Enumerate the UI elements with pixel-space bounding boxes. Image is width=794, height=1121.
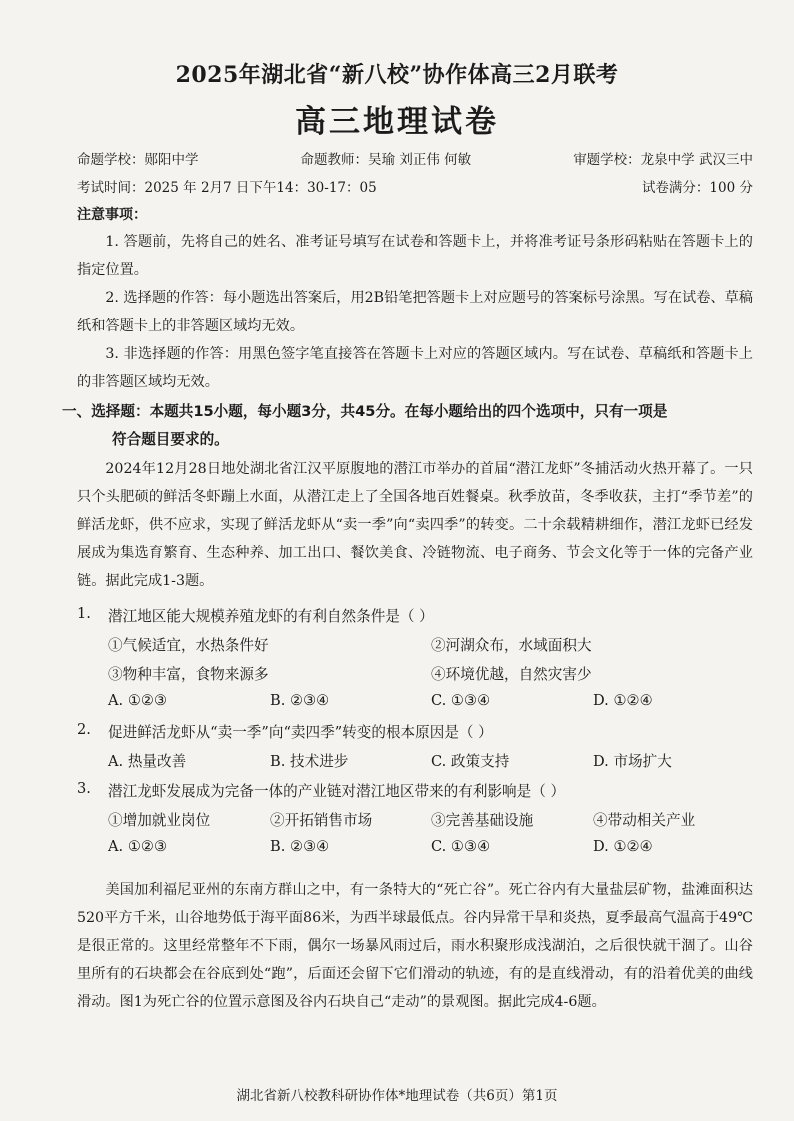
option-b: B. ②③④ <box>270 692 330 709</box>
statement: ②开拓销售市场 <box>270 812 373 829</box>
meta-row-authors <box>77 148 753 168</box>
question-number: 1. <box>77 605 91 622</box>
option-a: A. ①②③ <box>108 838 168 855</box>
meta-review: 审题学校：龙泉中学 武汉三中 <box>573 152 753 168</box>
notice-title: 注意事项： <box>77 207 147 223</box>
meta-teachers: 命题教师：吴瑜 刘正伟 何敏 <box>300 152 472 168</box>
option-c: C. ①③④ <box>431 838 491 855</box>
passage-crayfish: 2024年12月28日地处湖北省江汉平原腹地的潜江市举办的首届“潜江龙虾”冬捕活动火热开幕了。一只只个头肥硕的鲜活冬虾蹦上水面，从潜江走上了全国各地百姓餐桌。秋季放苗，冬季收获，主打“季节差”的鲜活龙虾，供不应求，实现了鲜活龙虾从“卖一季”向“卖四季”的转变。二十余载精耕细作，潜江龙虾已经发展成为集选育繁育、生态种养、加工出口、餐饮美食、冷链物流、电子商务、节会文化等于一体的完备产业链。据此完成1-3题。 <box>77 461 753 589</box>
exam-title: 2025年湖北省“新八校”协作体高三2月联考 <box>175 62 619 88</box>
question-stem: 潜江龙虾发展成为完备一体的产业链对潜江地区带来的有利影响是（ ） <box>108 783 566 800</box>
section-heading-line2: 符合题目要求的。 <box>112 431 229 448</box>
meta-school: 命题学校：郧阳中学 <box>77 152 199 168</box>
meta-row-time <box>77 176 753 196</box>
meta-time: 考试时间：2025 年 2月7 日下午14：30-17：05 <box>77 180 377 196</box>
option-b: B. 技术进步 <box>270 753 349 770</box>
subject-title: 高三地理试卷 <box>295 104 499 140</box>
question-stem: 促进鲜活龙虾从“卖一季”向“卖四季”转变的根本原因是（ ） <box>108 724 493 741</box>
statement: ④带动相关产业 <box>593 812 696 829</box>
option-a: A. 热量改善 <box>108 753 187 770</box>
page-footer: 湖北省新八校教科研协作体*地理试卷（共6页）第1页 <box>236 1088 558 1104</box>
notice-item: 2. 选择题的作答：每小题选出答案后，用2B铅笔把答题卡上对应题号的答案标号涂黑。写在试卷、草稿纸和答题卡上的非答题区域均无效。 <box>77 290 753 334</box>
option-c: C. 政策支持 <box>431 753 510 770</box>
question-number: 3. <box>77 780 91 797</box>
option-d: D. ①②④ <box>593 838 653 855</box>
statement: ③完善基础设施 <box>431 812 534 829</box>
option-c: C. ①③④ <box>431 692 491 709</box>
option-b: B. ②③④ <box>270 838 330 855</box>
section-heading-line1: 一、选择题：本题共15小题，每小题3分，共45分。在每小题给出的四个选项中，只有一项是 <box>62 403 668 420</box>
statement: ①气候适宜，水热条件好 <box>108 637 269 654</box>
statement: ④环境优越，自然灾害少 <box>431 666 592 683</box>
meta-score: 试卷满分：100 分 <box>641 180 753 196</box>
question-stem: 潜江地区能大规模养殖龙虾的有利自然条件是（ ） <box>108 608 434 625</box>
option-a: A. ①②③ <box>108 692 168 709</box>
statement: ②河湖众布，水域面积大 <box>431 637 592 654</box>
notice-item: 3. 非选择题的作答：用黑色签字笔直接答在答题卡上对应的答题区域内。写在试卷、草稿纸和答题卡上的非答题区域均无效。 <box>77 346 753 390</box>
section-heading <box>62 398 755 454</box>
statement: ①增加就业岗位 <box>108 812 211 829</box>
statement: ③物种丰富，食物来源多 <box>108 666 269 683</box>
notice-item: 1. 答题前，先将自己的姓名、准考证号填写在试卷和答题卡上，并将准考证号条形码粘贴在答题卡上的指定位置。 <box>77 234 753 278</box>
question-number: 2. <box>77 721 91 738</box>
option-d: D. 市场扩大 <box>593 753 672 770</box>
passage-death-valley: 美国加利福尼亚州的东南方群山之中，有一条特大的“死亡谷”。死亡谷内有大量盐层矿物，盐滩面积达520平方千米，山谷地势低于海平面86米，为西半球最低点。谷内异常干旱和炎热，夏季最高气温高于49℃是很正常的。这里经常整年不下雨，偶尔一场暴风雨过后，雨水积聚形成浅湖泊，之后很快就干涸了。山谷里所有的石块都会在谷底到处“跑”，后面还会留下它们滑动的轨迹，有的是直线滑动，有的沿着优美的曲线滑动。图1为死亡谷的位置示意图及谷内石块自己“走动”的景观图。据此完成4-6题。 <box>77 882 753 1010</box>
option-d: D. ①②④ <box>593 692 653 709</box>
